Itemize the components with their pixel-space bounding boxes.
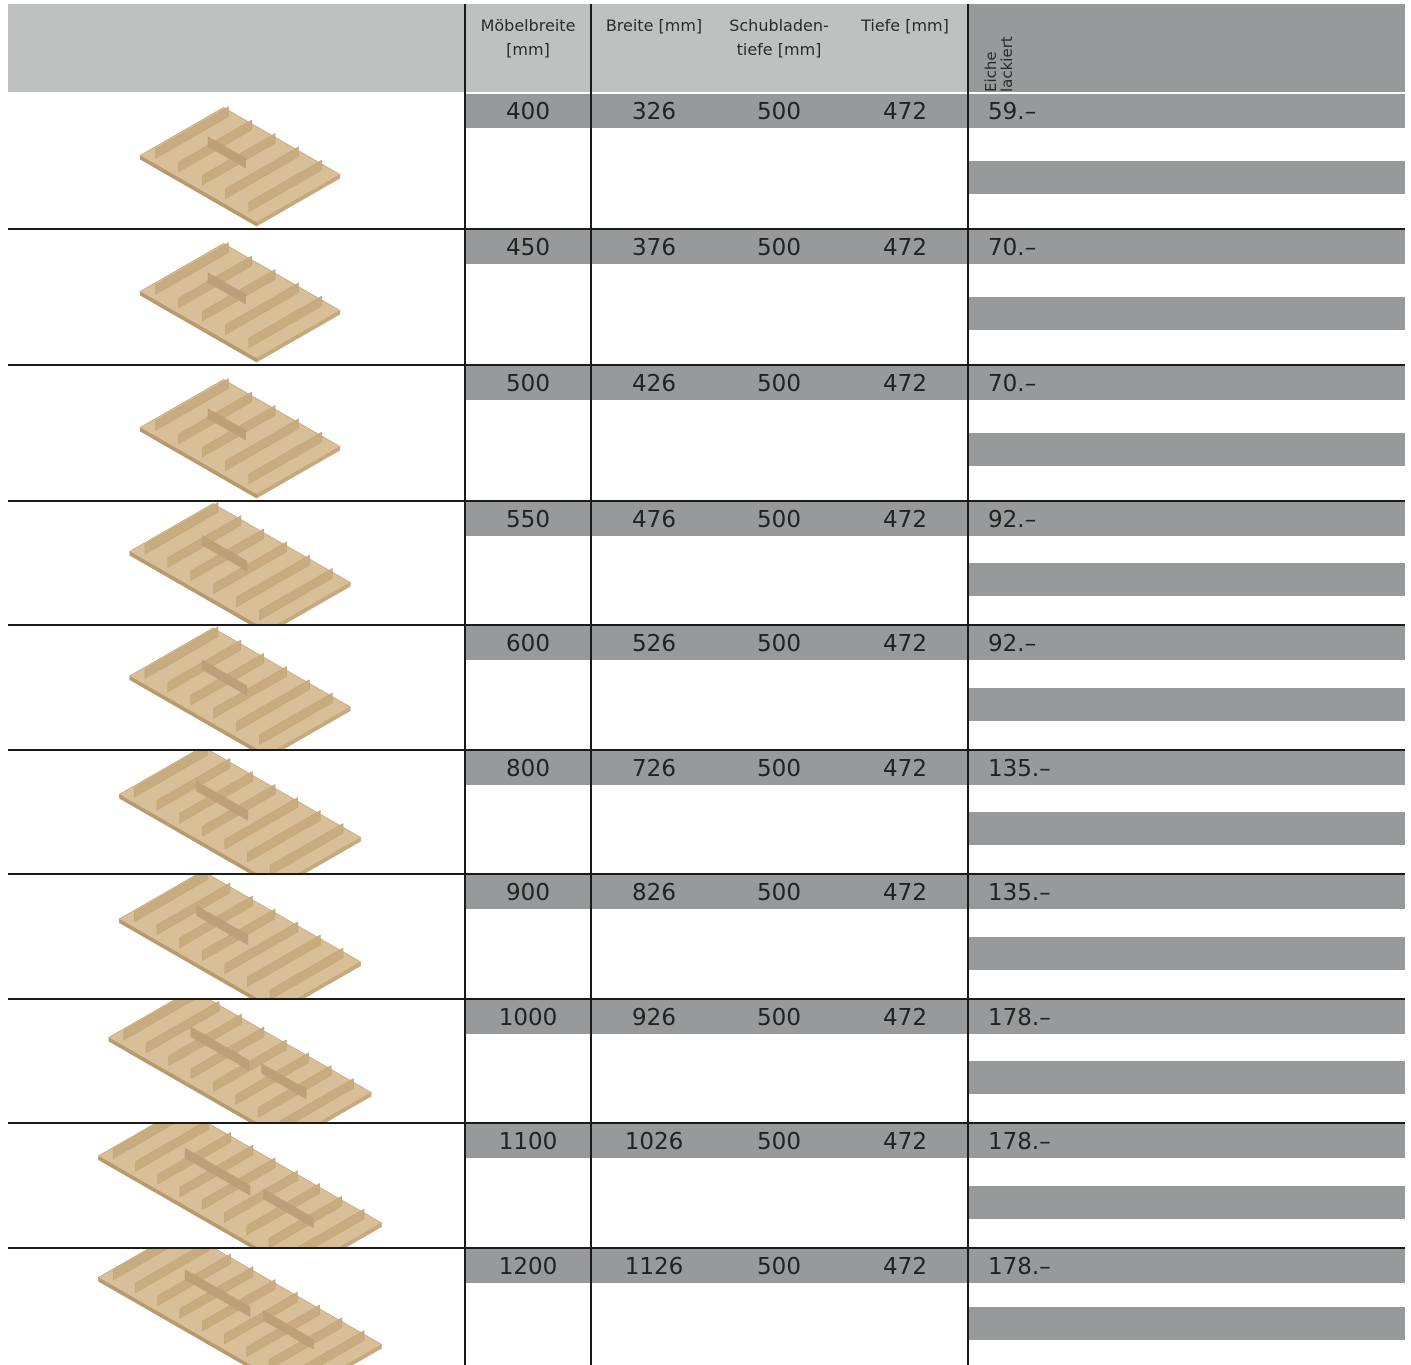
header-moebelbreite	[466, 14, 590, 62]
cutlery-insert-tray-image	[8, 751, 464, 873]
header-finish-eiche: Eiche	[982, 51, 1000, 92]
row-finish-band	[969, 812, 1405, 845]
header-moebelbreite-line2: [mm]	[506, 40, 550, 59]
cell-moebelbreite: 400	[506, 99, 550, 125]
row-finish-band	[969, 688, 1405, 721]
cell-tiefe: 472	[883, 235, 927, 261]
table-row	[0, 626, 1411, 749]
column-divider	[464, 4, 466, 1365]
cell-schubladentiefe: 500	[757, 756, 801, 782]
cell-breite: 926	[632, 1005, 676, 1031]
cell-schubladentiefe: 500	[757, 371, 801, 397]
row-finish-band	[969, 1186, 1405, 1219]
cutlery-insert-tray-image	[8, 1124, 464, 1247]
cell-breite: 426	[632, 371, 676, 397]
cell-tiefe: 472	[883, 631, 927, 657]
cutlery-insert-tray-image	[8, 94, 464, 228]
cell-price: 178.–	[988, 1005, 1051, 1031]
header-moebelbreite-line1: Möbelbreite	[480, 16, 576, 35]
cell-moebelbreite: 900	[506, 880, 550, 906]
cell-breite: 476	[632, 507, 676, 533]
row-finish-band	[969, 937, 1405, 970]
table-row	[0, 502, 1411, 624]
table-row	[0, 366, 1411, 500]
cell-tiefe: 472	[883, 99, 927, 125]
cell-moebelbreite: 1000	[498, 1005, 558, 1031]
cell-breite: 726	[632, 756, 676, 782]
row-finish-band	[969, 1061, 1405, 1094]
cutlery-insert-tray-image	[8, 502, 464, 624]
cell-tiefe: 472	[883, 756, 927, 782]
cutlery-insert-tray-image	[8, 1000, 464, 1122]
cell-schubladentiefe: 500	[757, 1129, 801, 1155]
cutlery-insert-tray-image	[8, 1249, 464, 1365]
table-row	[0, 875, 1411, 998]
header-finish-lackiert: lackiert	[998, 36, 1016, 92]
cell-price: 92.–	[988, 631, 1037, 657]
header-schubladentiefe-line2: tiefe [mm]	[736, 40, 822, 59]
cell-breite: 826	[632, 880, 676, 906]
cell-moebelbreite: 1100	[498, 1129, 558, 1155]
cell-schubladentiefe: 500	[757, 631, 801, 657]
cell-breite: 326	[632, 99, 676, 125]
table-row	[0, 230, 1411, 364]
row-finish-band	[969, 297, 1405, 330]
cell-price: 70.–	[988, 371, 1037, 397]
table-row	[0, 1124, 1411, 1247]
cell-tiefe: 472	[883, 1254, 927, 1280]
cell-breite: 1126	[624, 1254, 684, 1280]
header-tiefe: Tiefe [mm]	[861, 16, 949, 35]
cutlery-insert-tray-image	[8, 875, 464, 998]
row-finish-band	[969, 433, 1405, 466]
cell-breite: 526	[632, 631, 676, 657]
table-row	[0, 751, 1411, 873]
cell-price: 178.–	[988, 1129, 1051, 1155]
cell-moebelbreite: 450	[506, 235, 550, 261]
header-breite: Breite [mm]	[605, 16, 703, 35]
cell-moebelbreite: 500	[506, 371, 550, 397]
cell-breite: 1026	[624, 1129, 684, 1155]
cell-schubladentiefe: 500	[757, 507, 801, 533]
cutlery-insert-tray-image	[8, 366, 464, 500]
column-divider	[967, 4, 969, 1365]
cell-tiefe: 472	[883, 371, 927, 397]
cell-breite: 376	[632, 235, 676, 261]
row-finish-band	[969, 1307, 1405, 1340]
cell-schubladentiefe: 500	[757, 1005, 801, 1031]
cell-tiefe: 472	[883, 507, 927, 533]
table-row	[0, 1000, 1411, 1122]
cell-price: 135.–	[988, 756, 1051, 782]
cutlery-insert-tray-image	[8, 626, 464, 749]
cell-schubladentiefe: 500	[757, 880, 801, 906]
header-schubladentiefe-line1: Schubladen-	[729, 16, 829, 35]
cell-price: 92.–	[988, 507, 1037, 533]
table-row	[0, 1249, 1411, 1365]
cell-tiefe: 472	[883, 880, 927, 906]
header-schubladentiefe	[716, 14, 842, 62]
cell-price: 70.–	[988, 235, 1037, 261]
table-header-finish	[968, 4, 1405, 92]
row-finish-band	[969, 563, 1405, 596]
cell-price: 59.–	[988, 99, 1037, 125]
cutlery-insert-tray-image	[8, 230, 464, 364]
cell-schubladentiefe: 500	[757, 1254, 801, 1280]
cell-moebelbreite: 550	[506, 507, 550, 533]
cell-schubladentiefe: 500	[757, 99, 801, 125]
row-finish-band	[969, 161, 1405, 194]
table-row	[0, 94, 1411, 228]
cell-moebelbreite: 800	[506, 756, 550, 782]
cell-price: 135.–	[988, 880, 1051, 906]
cell-schubladentiefe: 500	[757, 235, 801, 261]
column-divider	[590, 4, 592, 1365]
cell-moebelbreite: 1200	[498, 1254, 558, 1280]
cell-tiefe: 472	[883, 1129, 927, 1155]
cell-price: 178.–	[988, 1254, 1051, 1280]
cell-moebelbreite: 600	[506, 631, 550, 657]
cell-tiefe: 472	[883, 1005, 927, 1031]
